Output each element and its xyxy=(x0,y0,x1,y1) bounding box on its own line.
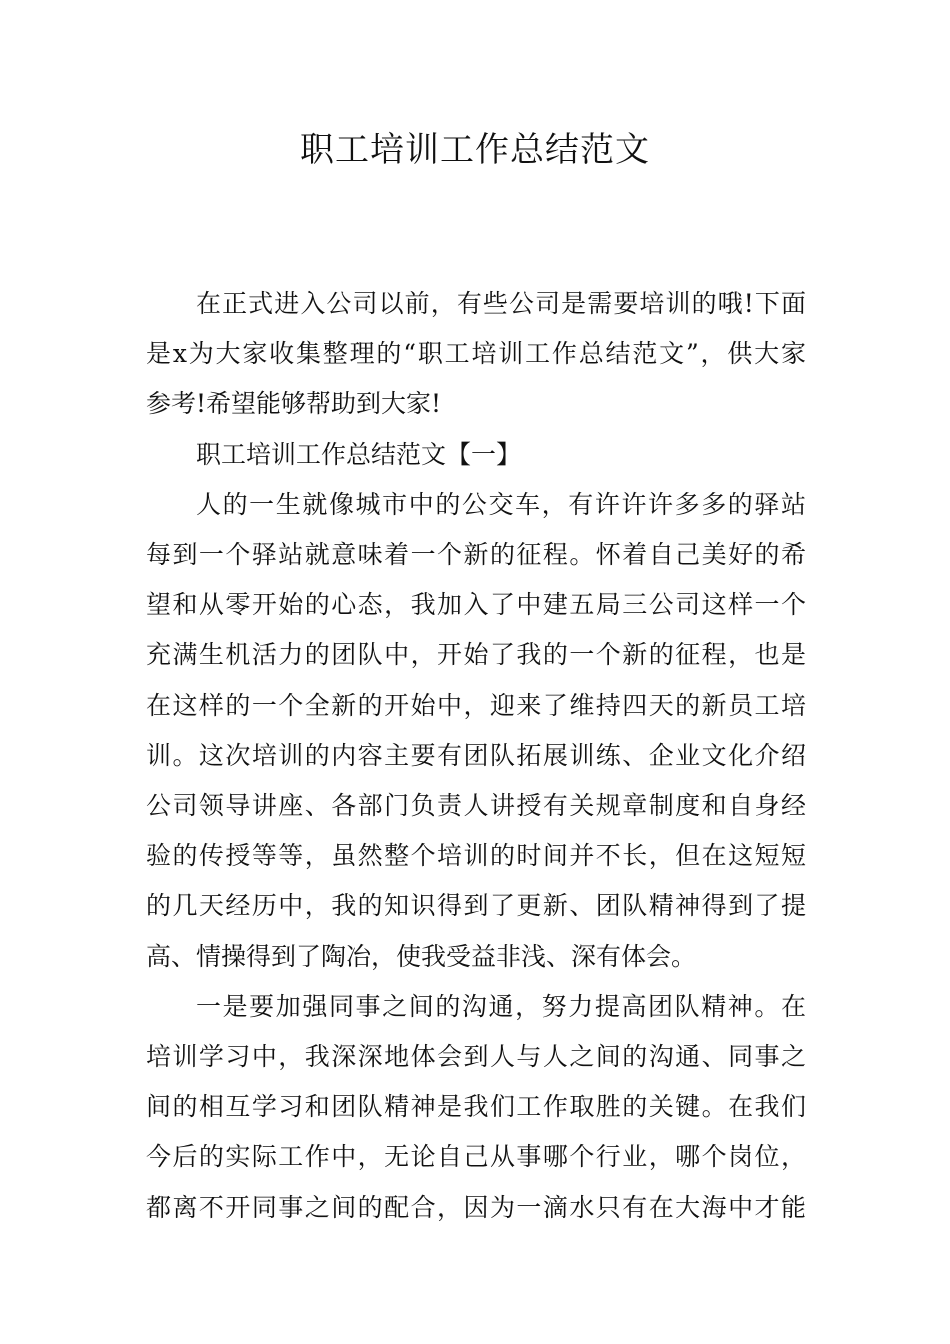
text-line: 训。这次培训的内容主要有团队拓展训练、企业文化介绍 xyxy=(146,740,806,770)
text-line: 的几天经历中，我的知识得到了更新、团队精神得到了提 xyxy=(146,891,806,921)
text-line: 每到一个驿站就意味着一个新的征程。怀着自己美好的希 xyxy=(146,540,806,570)
text-line: 充满生机活力的团队中，开始了我的一个新的征程，也是 xyxy=(146,640,806,670)
text-line: 望和从零开始的心态，我加入了中建五局三公司这样一个 xyxy=(146,590,806,620)
text-line: 职工培训工作总结范文【一】 xyxy=(196,439,522,469)
paragraph-body xyxy=(146,480,806,982)
text-line: 今后的实际工作中，无论自己从事哪个行业，哪个岗位， xyxy=(146,1142,806,1172)
text-line: 参考!希望能够帮助到大家! xyxy=(146,389,442,419)
text-line: 在正式进入公司以前，有些公司是需要培训的哦!下面 xyxy=(196,289,806,318)
document-title: 职工培训工作总结范文 xyxy=(300,130,650,170)
text-line: 间的相互学习和团队精神是我们工作取胜的关键。在我们 xyxy=(146,1092,806,1122)
paragraph-body xyxy=(146,982,806,1233)
text-line: 高、情操得到了陶冶，使我受益非浅、深有体会。 xyxy=(146,941,697,971)
text-line: 在这样的一个全新的开始中，迎来了维持四天的新员工培 xyxy=(146,690,806,720)
text-line: 一是要加强同事之间的沟通，努力提高团队精神。在 xyxy=(196,991,806,1021)
paragraph-intro xyxy=(146,279,806,430)
text-line: 人的一生就像城市中的公交车，有许许许多多的驿站 xyxy=(196,489,806,519)
text-line: 公司领导讲座、各部门负责人讲授有关规章制度和自身经 xyxy=(146,791,806,821)
document-body xyxy=(146,279,806,1233)
text-line: 验的传授等等，虽然整个培训的时间并不长，但在这短短 xyxy=(146,841,806,871)
text-line: 是x为大家收集整理的“职工培训工作总结范文”，供大家 xyxy=(146,339,806,369)
section-heading xyxy=(146,430,806,480)
text-line: 都离不开同事之间的配合，因为一滴水只有在大海中才能 xyxy=(146,1192,806,1222)
text-line: 培训学习中，我深深地体会到人与人之间的沟通、同事之 xyxy=(146,1042,806,1072)
